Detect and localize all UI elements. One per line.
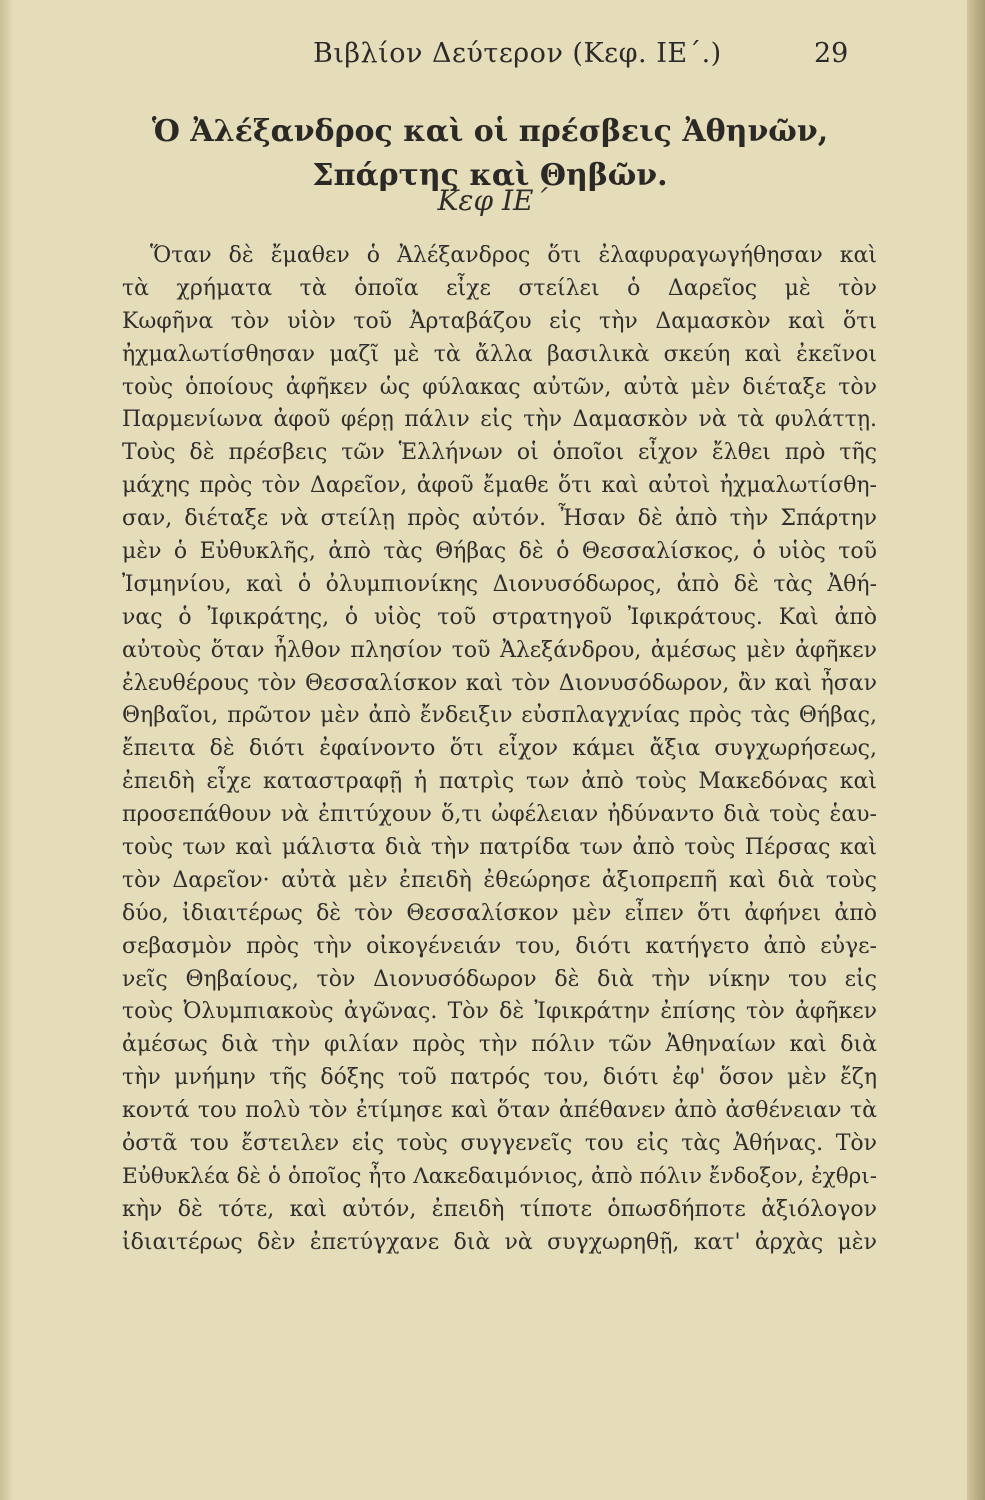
text-line: μάχης πρὸς τὸν Δαρεῖον, ἀφοῦ ἔμαθε ὅτι καὶ αὐτοὶ ἠχμαλωτίσθη- [122, 473, 877, 499]
text-line: ἀμέσως διὰ τὴν φιλίαν πρὸς τὴν πόλιν τῶν Ἀθηναίων καὶ διὰ [122, 1032, 877, 1058]
text-line: ἠχμαλωτίσθησαν μαζῖ μὲ τὰ ἄλλα βασιλικὰ σκεύη καὶ ἐκεῖνοι [122, 341, 877, 367]
text-line: τὰ χρήματα τὰ ὁποῖα εἶχε στείλει ὁ Δαρεῖος μὲ τὸν [122, 275, 877, 301]
text-line: ἐπειδὴ εἶχε καταστραφῇ ἡ πατρὶς των ἀπὸ τοὺς Μακεδόνας καὶ [122, 769, 877, 795]
running-head [0, 38, 985, 78]
text-line: αὐτοὺς ὅταν ἦλθον πλησίον τοῦ Ἀλεξάνδρου, ἀμέσως μὲν ἀφῆκεν [122, 637, 877, 663]
text-line: ἔπειτα δὲ διότι ἐφαίνοντο ὅτι εἶχον κάμει ἄξια συγχωρήσεως, [122, 736, 877, 762]
text-line: μὲν ὁ Εὐθυκλῆς, ἀπὸ τὰς Θήβας δὲ ὁ Θεσσαλίσκος, ὁ υἱὸς τοῦ [122, 539, 877, 565]
chapter-label: Κεφ ΙΕ΄ [437, 184, 548, 217]
text-line: Τοὺς δὲ πρέσβεις τῶν Ἑλλήνων οἱ ὁποῖοι εἶχον ἔλθει πρὸ τῆς [122, 440, 877, 466]
text-line: ἰδιαιτέρως δὲν ἐπετύγχανε διὰ νὰ συγχωρηθῇ, κατ' ἀρχὰς μὲν [122, 1229, 877, 1255]
text-line: προσεπάθουν νὰ ἐπιτύχουν ὅ,τι ὠφέλειαν ἠδύναντο διὰ τοὺς ἑαυ- [122, 802, 877, 828]
text-line: κοντά του πολὺ τὸν ἐτίμησε καὶ ὅταν ἀπέθανεν ἀπὸ ἀσθένειαν τὰ [122, 1098, 877, 1124]
text-line: τὸν Δαρεῖον· αὐτὰ μὲν ἐπειδὴ ἐθεώρησε ἀξιοπρεπῆ καὶ διὰ τοὺς [122, 867, 877, 893]
text-line: Θηβαῖοι, πρῶτον μὲν ἀπὸ ἔνδειξιν εὐσπλαγχνίας πρὸς τὰς Θήβας, [122, 703, 877, 729]
text-line: Παρμενίωνα ἀφοῦ φέρῃ πάλιν εἰς τὴν Δαμασκὸν νὰ τὰ φυλάττῃ. [122, 407, 877, 433]
page-edge-shadow [967, 0, 985, 1500]
text-line: δύο, ἰδιαιτέρως δὲ τὸν Θεσσαλίσκον μὲν εἶπεν ὅτι ἀφήνει ἀπὸ [122, 900, 877, 926]
text-line: τὴν μνήμην τῆς δόξης τοῦ πατρός του, διότι ἐφ' ὅσον μὲν ἔζη [122, 1065, 877, 1091]
text-line: Ὅταν δὲ ἔμαθεν ὁ Ἀλέξανδρος ὅτι ἐλαφυραγωγήθησαν καὶ [150, 243, 877, 268]
text-line: νεῖς Θηβαίους, τὸν Διονυσόδωρον δὲ διὰ τὴν νίκην του εἰς [122, 966, 877, 992]
text-line: κὴν δὲ τότε, καὶ αὐτόν, ἐπειδὴ τίποτε ὁπωσδήποτε ἀξιόλογον [122, 1196, 877, 1222]
text-line: ὀστᾶ του ἔστειλεν εἰς τοὺς συγγενεῖς του εἰς τὰς Ἀθήνας. Τὸν [122, 1131, 877, 1157]
text-line: τοὺς ὁποίους ἀφῆκεν ὡς φύλακας αὐτῶν, αὐτὰ μὲν διέταξε τὸν [122, 374, 877, 400]
text-line: σαν, διέταξε νὰ στείλῃ πρὸς αὐτόν. Ἦσαν δὲ ἀπὸ τὴν Σπάρτην [122, 506, 877, 532]
text-line: σεβασμὸν πρὸς τὴν οἰκογένειάν του, διότι κατήγετο ἀπὸ εὐγε- [122, 933, 877, 959]
body-text [122, 240, 877, 1260]
page-spine-shadow [0, 0, 14, 1500]
text-line: Κωφῆνα τὸν υἱὸν τοῦ Ἀρταβάζου εἰς τὴν Δαμασκὸν καὶ ὅτι [122, 308, 877, 334]
heading-line-1: Ὁ Ἀλέξανδρος καὶ οἱ πρέσβεις Ἀθηνῶν, [151, 114, 829, 149]
text-line: ἐλευθέρους τὸν Θεσσαλίσκον καὶ τὸν Διονυσόδωρον, ἂν καὶ ἦσαν [122, 670, 877, 696]
text-line: τοὺς Ὀλυμπιακοὺς ἀγῶνας. Τὸν δὲ Ἰφικράτην ἐπίσης τὸν ἀφῆκεν [122, 999, 877, 1025]
running-head-title: Βιβλίον Δεύτερον (Κεφ. ΙΕ΄.) [313, 38, 722, 69]
text-line: Εὐθυκλέα δὲ ὁ ὁποῖος ἦτο Λακεδαιμόνιος, ἀπὸ πόλιν ἔνδοξον, ἐχθρι- [122, 1163, 877, 1189]
page-number: 29 [814, 38, 849, 69]
text-line: νας ὁ Ἰφικράτης, ὁ υἱὸς τοῦ στρατηγοῦ Ἰφικράτους. Καὶ ἀπὸ [122, 604, 877, 630]
text-line: Ἰσμηνίου, καὶ ὁ ὀλυμπιονίκης Διονυσόδωρος, ἀπὸ δὲ τὰς Ἀθή- [122, 571, 877, 597]
text-line: τοὺς των καὶ μάλιστα διὰ τὴν πατρίδα των ἀπὸ τοὺς Πέρσας καὶ [122, 835, 877, 861]
heading-line-2: Σπάρτης καὶ Θηβῶν. [312, 158, 668, 193]
